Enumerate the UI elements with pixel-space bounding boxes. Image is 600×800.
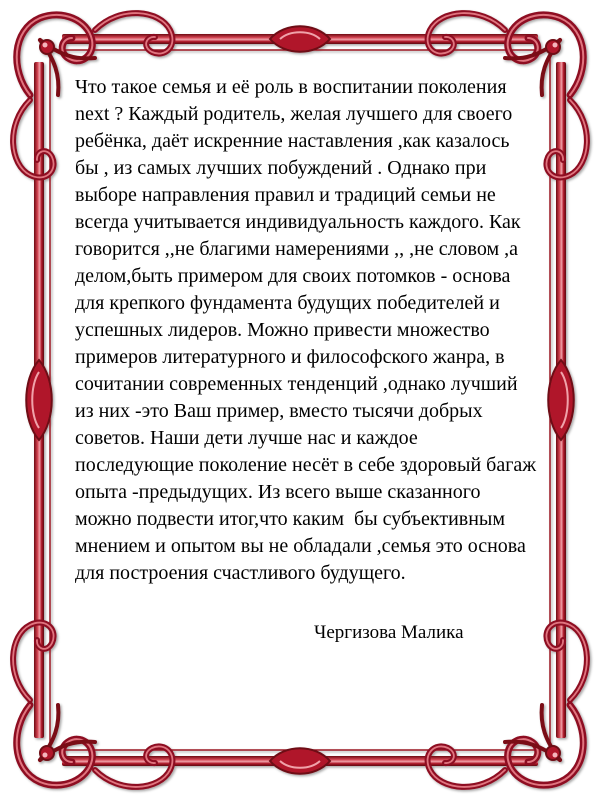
- essay-line: сочитании современных тенденций ,однако лучший: [75, 373, 518, 395]
- essay-line: выборе направления правил и традиций семьи не: [75, 184, 496, 206]
- essay-line: для построения счастливого будущего.: [75, 562, 406, 584]
- essay-line: говорится ,,не благими намерениями ,, ,не словом ,а: [75, 238, 519, 260]
- essay-line: делом,быть примером для своих потомков - основа: [75, 265, 511, 287]
- essay-line: бы , из самых лучших побуждений . Однако при: [75, 157, 487, 179]
- essay-line: из них -это Ваш пример, вместо тысячи добрых: [75, 400, 483, 422]
- author-signature: Чергизова Малика: [314, 622, 464, 643]
- essay-line: мнением и опытом вы не обладали ,семья это основа: [75, 535, 526, 557]
- essay-line: советов. Наши дети лучше нас и каждое: [75, 427, 418, 449]
- essay-line: последующие поколение несёт в себе здоровый багаж: [75, 454, 537, 476]
- essay-line: успешных лидеров. Можно привести множество: [75, 319, 490, 341]
- essay-line: next ? Каждый родитель, желая лучшего для своего: [75, 103, 513, 125]
- essay-text: [75, 74, 575, 587]
- essay-line: всегда учитывается индивидуальность каждого. Как: [75, 211, 521, 233]
- essay-line: для крепкого фундамента будущих победителей и: [75, 292, 500, 314]
- essay-line: ребёнка, даёт искренние наставления ,как казалось: [75, 130, 510, 152]
- essay-line: опыта -предыдущих. Из всего выше сказанного: [75, 481, 481, 503]
- essay-line: можно подвести итог,что каким бы субъективным: [75, 508, 506, 530]
- essay-line: Что такое семья и её роль в воспитании поколения: [75, 76, 507, 98]
- essay-line: примеров литературного и философского жанра, в: [75, 346, 505, 368]
